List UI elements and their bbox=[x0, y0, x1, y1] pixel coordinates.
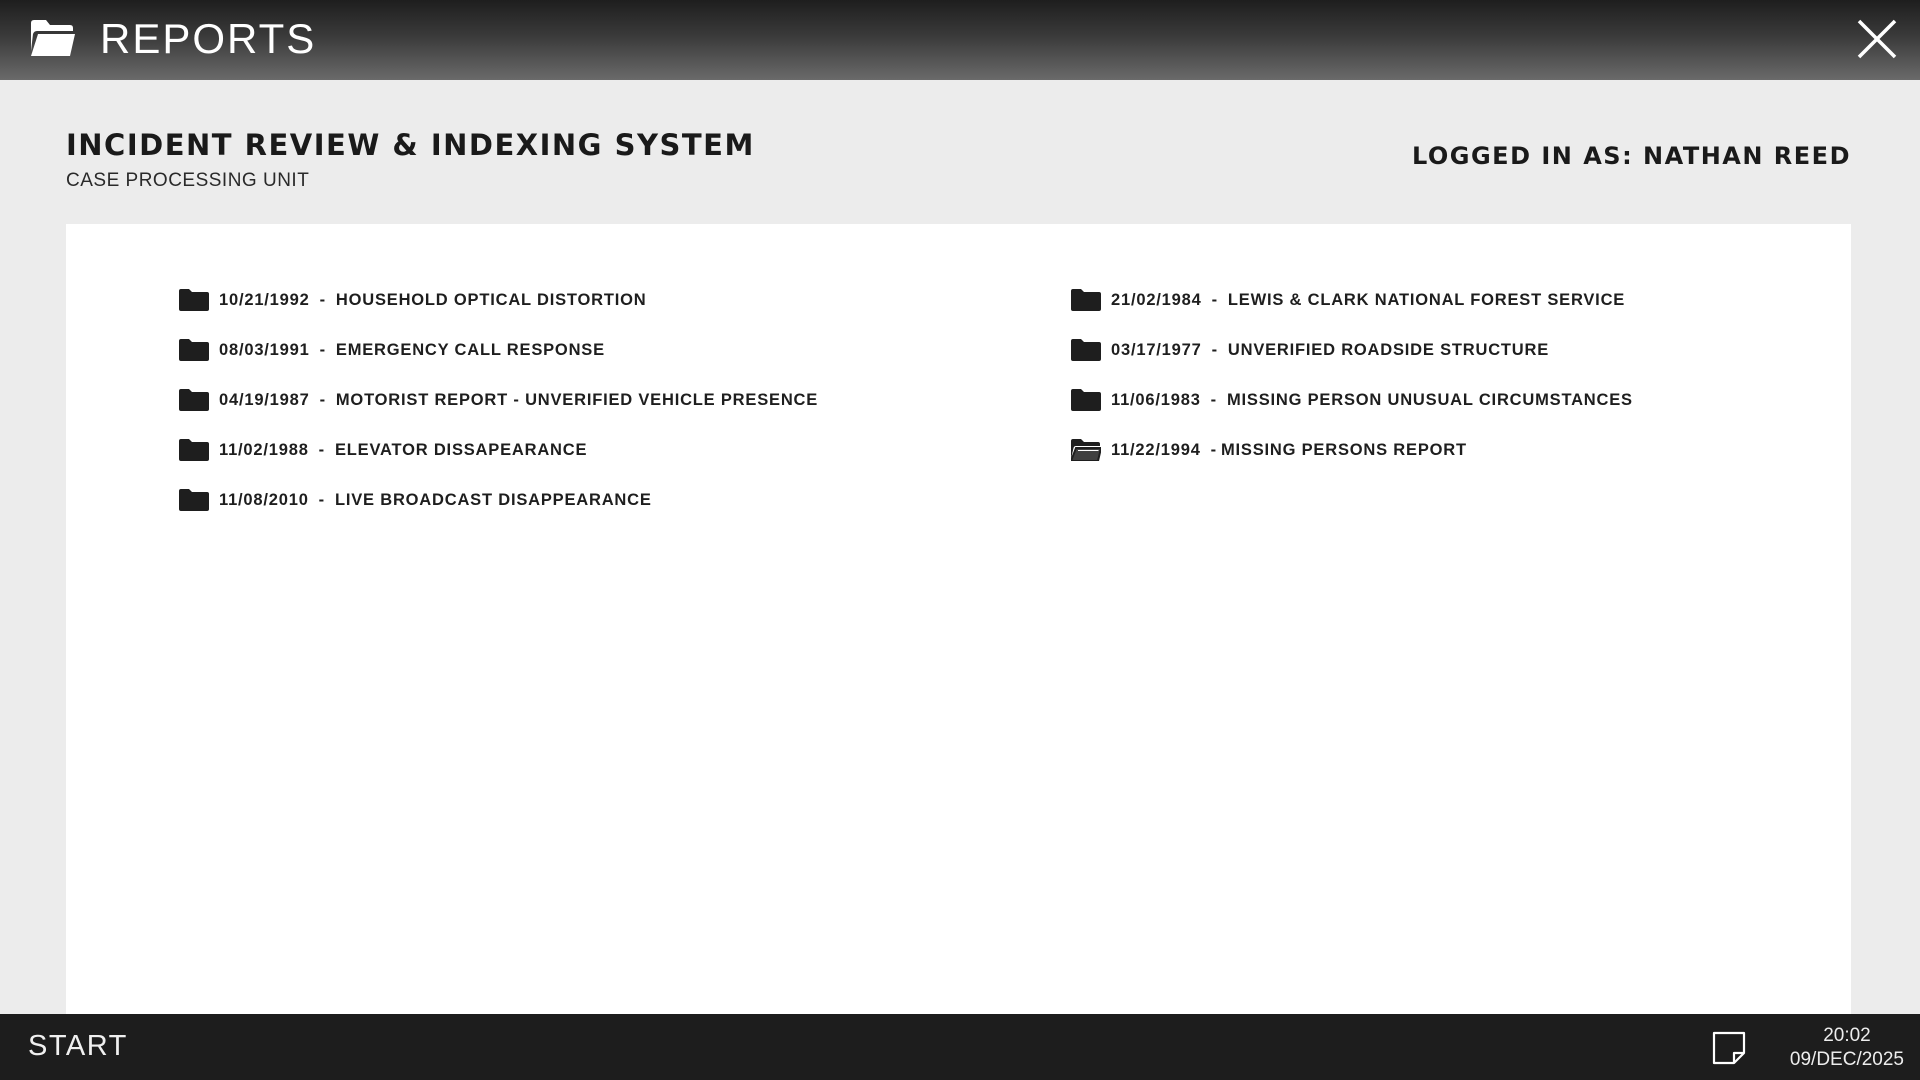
logged-in-user: LOGGED IN AS: NATHAN REED bbox=[1411, 142, 1851, 170]
report-separator: - bbox=[1211, 340, 1218, 359]
report-title: EMERGENCY CALL RESPONSE bbox=[335, 340, 605, 359]
report-item[interactable] bbox=[179, 385, 818, 415]
report-date: 03/17/1977 bbox=[1111, 340, 1202, 359]
report-title: LIVE BROADCAST DISAPPEARANCE bbox=[334, 490, 652, 509]
report-date: 21/02/1984 bbox=[1111, 290, 1202, 309]
report-separator: - bbox=[319, 290, 326, 309]
report-title: UNVERIFIED ROADSIDE STRUCTURE bbox=[1227, 340, 1550, 359]
folder-open-icon bbox=[30, 19, 76, 57]
report-item[interactable] bbox=[1071, 285, 1625, 315]
folder-icon bbox=[179, 289, 209, 311]
report-title: MISSING PERSONS REPORT bbox=[1220, 440, 1467, 459]
report-separator: - bbox=[318, 490, 325, 509]
clock-date: 09/DEC/2025 bbox=[1789, 1049, 1904, 1070]
report-date: 11/06/1983 bbox=[1111, 390, 1201, 409]
report-item[interactable] bbox=[1071, 385, 1633, 415]
window-title: REPORTS bbox=[100, 15, 317, 62]
reports-panel bbox=[66, 224, 1851, 1014]
report-title: MOTORIST REPORT - UNVERIFIED VEHICLE PRESENCE bbox=[335, 390, 819, 409]
report-date: 08/03/1991 bbox=[219, 340, 310, 359]
report-title: LEWIS & CLARK NATIONAL FOREST SERVICE bbox=[1227, 290, 1626, 309]
report-date: 11/02/1988 bbox=[219, 440, 309, 459]
folder-icon bbox=[1071, 389, 1101, 411]
folder-icon bbox=[179, 489, 209, 511]
close-icon[interactable] bbox=[1856, 18, 1898, 60]
report-title: ELEVATOR DISSAPEARANCE bbox=[334, 440, 588, 459]
report-date: 10/21/1992 bbox=[219, 290, 310, 309]
report-item[interactable] bbox=[179, 285, 646, 315]
system-title: INCIDENT REVIEW & INDEXING SYSTEM bbox=[66, 128, 755, 162]
report-title: MISSING PERSON UNUSUAL CIRCUMSTANCES bbox=[1226, 390, 1633, 409]
start-button[interactable]: START bbox=[28, 1030, 128, 1062]
system-subtitle: CASE PROCESSING UNIT bbox=[66, 170, 310, 191]
report-separator: - bbox=[318, 440, 325, 459]
report-date: 04/19/1987 bbox=[219, 390, 310, 409]
folder-open-icon bbox=[1071, 439, 1101, 461]
report-item[interactable] bbox=[1071, 335, 1549, 365]
folder-icon bbox=[179, 439, 209, 461]
report-date: 11/08/2010 bbox=[219, 490, 309, 509]
clock-time: 20:02 bbox=[1823, 1025, 1871, 1046]
report-separator: - bbox=[1211, 290, 1218, 309]
report-title: HOUSEHOLD OPTICAL DISTORTION bbox=[335, 290, 647, 309]
report-separator: - bbox=[1210, 440, 1217, 459]
report-separator: - bbox=[319, 390, 326, 409]
report-item[interactable] bbox=[179, 435, 587, 465]
report-date: 11/22/1994 bbox=[1111, 440, 1201, 459]
folder-icon bbox=[1071, 289, 1101, 311]
report-item[interactable] bbox=[179, 335, 605, 365]
taskbar bbox=[0, 1014, 1920, 1080]
folder-icon bbox=[1071, 339, 1101, 361]
report-item-opened[interactable] bbox=[1071, 435, 1467, 465]
sticky-note-icon[interactable] bbox=[1712, 1031, 1746, 1065]
report-separator: - bbox=[319, 340, 326, 359]
report-separator: - bbox=[1210, 390, 1217, 409]
folder-icon bbox=[179, 389, 209, 411]
folder-icon bbox=[179, 339, 209, 361]
report-item[interactable] bbox=[179, 485, 652, 515]
clock bbox=[1790, 1024, 1904, 1072]
window-titlebar bbox=[0, 0, 1920, 80]
